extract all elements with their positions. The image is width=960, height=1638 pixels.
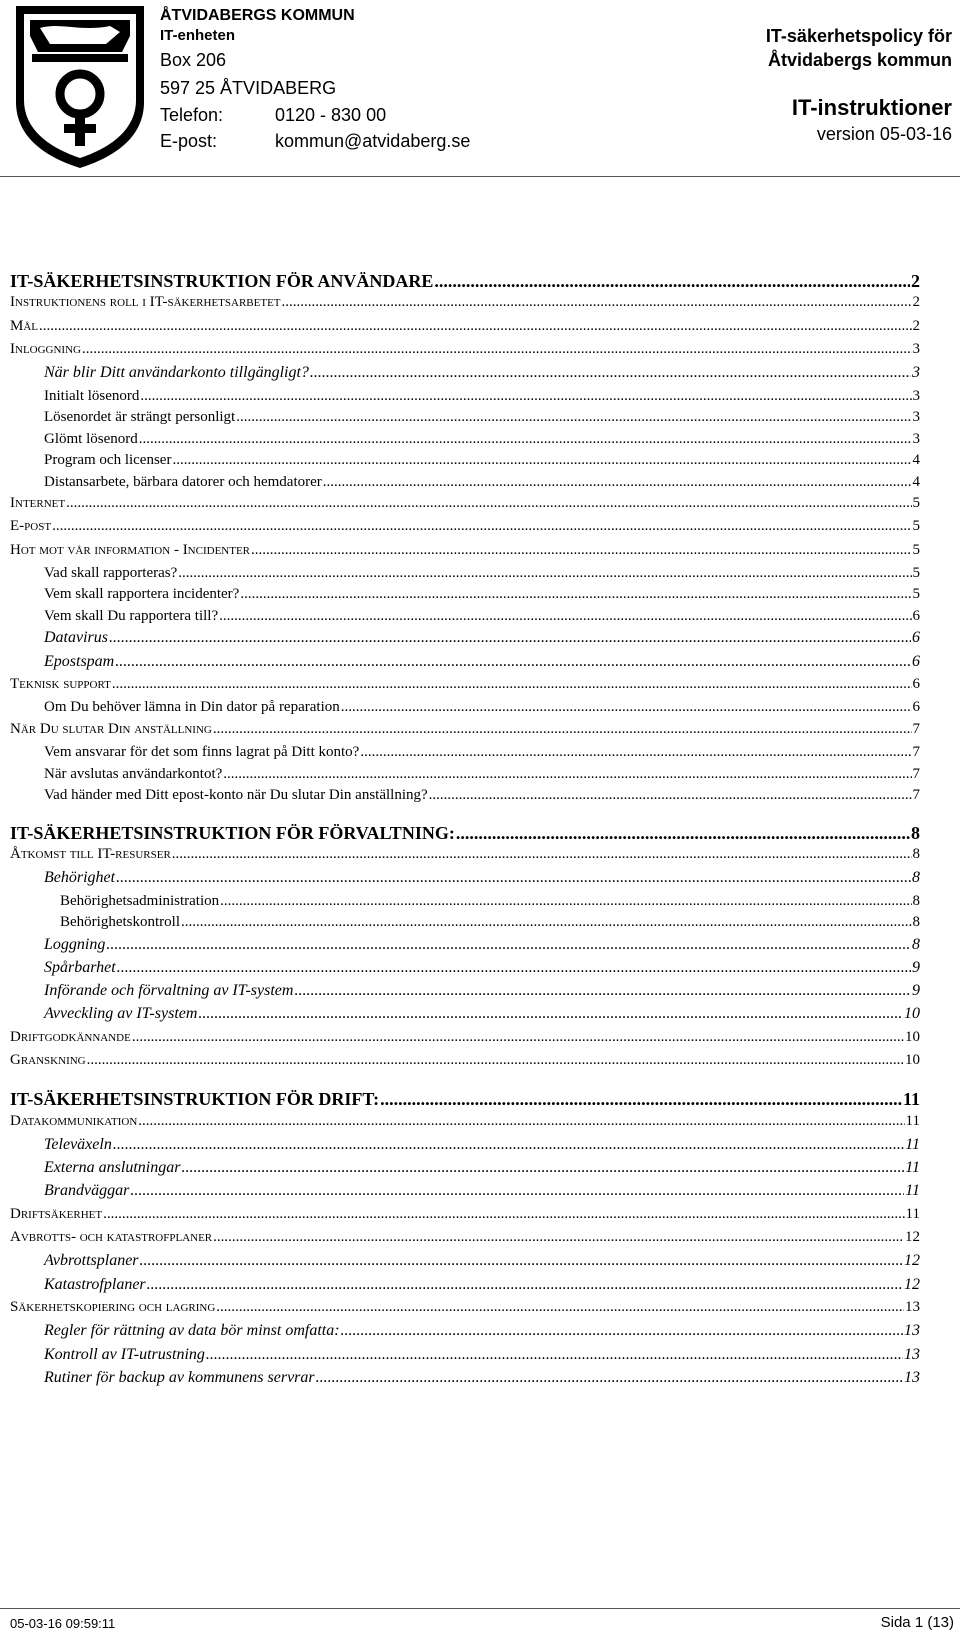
- toc-entry-title: Vem skall Du rapportera till?: [44, 608, 219, 624]
- toc-entry-page: 5: [912, 542, 920, 558]
- toc-dot-leader: [82, 341, 912, 358]
- toc-entry-page: 11: [902, 1089, 920, 1109]
- toc-entry-page: 13: [904, 1369, 920, 1386]
- toc-entry-title: IT-SÄKERHETSINSTRUKTION FÖR FÖRVALTNING:: [10, 823, 455, 843]
- toc-dot-leader: [198, 1005, 903, 1023]
- toc-entry-page: 4: [912, 452, 920, 468]
- toc-entry-title: Kontroll av IT-utrustning: [44, 1346, 205, 1363]
- toc-entry[interactable]: [10, 1052, 920, 1069]
- phone-row: [160, 102, 470, 128]
- toc-entry[interactable]: [10, 318, 920, 335]
- toc-dot-leader: [216, 1299, 904, 1316]
- toc-entry-title: Glömt lösenord: [44, 431, 138, 447]
- toc-entry-page: 2: [912, 294, 920, 310]
- toc-entry-page: 5: [912, 518, 920, 534]
- toc-entry-title: Televäxeln: [44, 1136, 112, 1153]
- department-name: IT-enheten: [160, 27, 236, 44]
- toc-entry-title: Spårbarhet: [44, 959, 116, 976]
- toc-dot-leader: [117, 959, 911, 977]
- toc-entry-title: Mål: [10, 318, 39, 334]
- toc-entry-title: Vem skall rapportera incidenter?: [44, 586, 240, 602]
- toc-entry[interactable]: [10, 474, 920, 491]
- document-title: IT-instruktioner: [791, 95, 952, 120]
- toc-entry[interactable]: [10, 1113, 920, 1130]
- toc-dot-leader: [172, 452, 911, 469]
- toc-dot-leader: [323, 474, 912, 491]
- toc-entry-page: 6: [912, 608, 920, 624]
- toc-entry-title: Regler för rättning av data bör minst omfatta:: [44, 1322, 340, 1339]
- toc-entry-page: 7: [912, 721, 920, 737]
- footer-page-number: Sida 1 (13): [880, 1614, 954, 1631]
- toc-entry-page: 5: [912, 565, 920, 581]
- email-row: [160, 128, 470, 154]
- toc-entry-page: 5: [912, 586, 920, 602]
- toc-entry[interactable]: [10, 893, 920, 910]
- postal-address: 597 25 ÅTVIDABERG: [160, 78, 337, 98]
- toc-entry-page: 9: [912, 959, 920, 976]
- email-address: kommun@atvidaberg.se: [275, 131, 471, 151]
- toc-entry[interactable]: [10, 936, 920, 954]
- toc-entry-title: Datakommunikation: [10, 1113, 138, 1129]
- toc-dot-leader: [106, 936, 911, 954]
- toc-dot-leader: [109, 629, 911, 647]
- toc-entry[interactable]: [10, 341, 920, 358]
- toc-entry-page: 12: [905, 1229, 920, 1245]
- toc-entry[interactable]: [10, 608, 920, 625]
- toc-dot-leader: [116, 869, 911, 887]
- toc-entry-page: 11: [905, 1206, 920, 1222]
- toc-dot-leader: [251, 542, 911, 559]
- toc-dot-leader: [219, 608, 911, 625]
- toc-entry-title: Säkerhetskopiering och lagring: [10, 1299, 216, 1315]
- toc-entry-title: Granskning: [10, 1052, 86, 1068]
- toc-entry[interactable]: [10, 1276, 920, 1294]
- toc-dot-leader: [220, 893, 911, 910]
- toc-entry[interactable]: [10, 1029, 920, 1046]
- toc-entry[interactable]: [10, 565, 920, 582]
- toc-entry-title: Datavirus: [44, 629, 108, 646]
- toc-entry[interactable]: [10, 959, 920, 977]
- toc-entry[interactable]: [10, 766, 920, 783]
- footer-timestamp: 05-03-16 09:59:11: [10, 1616, 116, 1631]
- toc-dot-leader: [341, 699, 912, 716]
- toc-entry-title: Initialt lösenord: [44, 388, 140, 404]
- toc-entry-title: Avbrottsplaner: [44, 1252, 139, 1269]
- toc-dot-leader: [360, 744, 911, 761]
- toc-entry[interactable]: [10, 1346, 920, 1364]
- toc-dot-leader: [112, 676, 912, 693]
- toc-dot-leader: [87, 1052, 904, 1069]
- toc-entry-page: 3: [912, 388, 920, 404]
- toc-entry-title: Brandväggar: [44, 1182, 130, 1199]
- toc-entry[interactable]: [10, 1299, 920, 1316]
- toc-entry[interactable]: [10, 1252, 920, 1270]
- toc-dot-leader: [341, 1322, 903, 1340]
- toc-entry-page: 8: [912, 893, 920, 909]
- toc-entry-page: 12: [904, 1252, 920, 1269]
- toc-entry-page: 4: [912, 474, 920, 490]
- toc-entry-title: Inloggning: [10, 341, 81, 357]
- toc-entry[interactable]: [10, 846, 920, 863]
- toc-entry-page: 7: [912, 744, 920, 760]
- toc-entry-page: 13: [905, 1299, 920, 1315]
- toc-entry-page: 2: [912, 318, 920, 334]
- toc-dot-leader: [316, 1369, 903, 1387]
- toc-entry[interactable]: [10, 1182, 920, 1200]
- policy-title-line-1: IT-säkerhetspolicy för: [765, 26, 952, 46]
- toc-entry-title: När blir Ditt användarkonto tillgängligt?: [44, 364, 309, 381]
- toc-entry-page: 3: [912, 409, 920, 425]
- toc-entry[interactable]: [10, 1005, 920, 1023]
- toc-entry-page: 8: [912, 936, 920, 953]
- toc-entry-title: Åtkomst till IT-resurser: [10, 846, 171, 862]
- toc-entry-title: Instruktionens roll i IT-säkerhetsarbetet: [10, 294, 281, 310]
- toc-entry-title: Behörighetsadministration: [60, 893, 220, 909]
- toc-entry-page: 13: [904, 1346, 920, 1363]
- toc-entry-title: Behörighet: [44, 869, 116, 886]
- toc-entry[interactable]: [10, 914, 920, 931]
- coat-of-arms-logo: [10, 2, 150, 170]
- toc-dot-leader: [147, 1276, 903, 1294]
- toc-entry-title: Avveckling av IT-system: [44, 1005, 198, 1022]
- toc-entry-title: När Du slutar Din anställning: [10, 721, 212, 737]
- toc-entry-title: E-post: [10, 518, 52, 534]
- toc-entry-page: 8: [912, 914, 920, 930]
- toc-entry-title: Program och licenser: [44, 452, 172, 468]
- toc-entry-title: Avbrotts- och katastrofplaner: [10, 1229, 213, 1245]
- toc-entry[interactable]: [10, 629, 920, 647]
- toc-dot-leader: [172, 846, 912, 863]
- toc-entry-page: 13: [904, 1322, 920, 1339]
- toc-entry-title: Lösenordet är strängt personligt: [44, 409, 236, 425]
- toc-entry-title: Externa anslutningar: [44, 1159, 181, 1176]
- toc-entry[interactable]: [10, 518, 920, 535]
- toc-dot-leader: [140, 388, 911, 405]
- toc-dot-leader: [282, 294, 912, 311]
- toc-entry-page: 3: [912, 341, 920, 357]
- toc-entry-page: 7: [912, 787, 920, 803]
- email-label: E-post:: [160, 131, 218, 151]
- toc-entry-title: Katastrofplaner: [44, 1276, 146, 1293]
- toc-entry[interactable]: [10, 1229, 920, 1246]
- phone-number: 0120 - 830 00: [275, 105, 387, 125]
- toc-entry-page: 3: [912, 364, 920, 381]
- toc-entry[interactable]: [10, 744, 920, 761]
- toc-dot-leader: [139, 431, 912, 448]
- toc-entry-title: IT-SÄKERHETSINSTRUKTION FÖR DRIFT:: [10, 1089, 380, 1109]
- header-divider: [0, 176, 960, 177]
- toc-entry-page: 10: [905, 1029, 920, 1045]
- toc-entry-page: 11: [905, 1113, 920, 1129]
- toc-entry-page: 3: [912, 431, 920, 447]
- toc-entry-title: Rutiner för backup av kommunens servrar: [44, 1369, 315, 1386]
- toc-entry-page: 6: [912, 629, 920, 646]
- toc-entry[interactable]: [10, 452, 920, 469]
- toc-dot-leader: [103, 1206, 904, 1223]
- toc-entry[interactable]: [10, 982, 920, 1000]
- toc-entry-page: 5: [912, 495, 920, 511]
- toc-entry-title: Driftsäkerhet: [10, 1206, 103, 1222]
- toc-entry-page: 10: [905, 1052, 920, 1068]
- toc-entry[interactable]: [10, 869, 920, 887]
- toc-dot-leader: [294, 982, 911, 1000]
- toc-entry-title: Epostspam: [44, 653, 115, 670]
- toc-entry-title: Vad händer med Ditt epost-konto när Du slutar Din anställning?: [44, 787, 428, 803]
- organization-name: ÅTVIDABERGS KOMMUN: [160, 7, 355, 24]
- policy-title-line-2: Åtvidabergs kommun: [767, 50, 952, 70]
- toc-entry[interactable]: [10, 699, 920, 716]
- toc-dot-leader: [138, 1113, 904, 1130]
- toc-entry-title: Internet: [10, 495, 66, 511]
- toc-entry[interactable]: [10, 721, 920, 738]
- toc-dot-leader: [178, 565, 911, 582]
- toc-entry-title: Vad skall rapporteras?: [44, 565, 178, 581]
- toc-dot-leader: [130, 1182, 904, 1200]
- toc-dot-leader: [213, 721, 912, 738]
- toc-entry[interactable]: [10, 787, 920, 804]
- toc-dot-leader: [380, 1089, 902, 1110]
- toc-dot-leader: [456, 823, 910, 844]
- toc-entry[interactable]: [10, 1136, 920, 1154]
- toc-dot-leader: [213, 1229, 904, 1246]
- toc-dot-leader: [310, 364, 911, 382]
- toc-entry-title: Hot mot vår information - Incidenter: [10, 542, 251, 558]
- toc-dot-leader: [132, 1029, 904, 1046]
- toc-dot-leader: [115, 653, 911, 671]
- toc-dot-leader: [66, 495, 911, 512]
- toc-entry[interactable]: [10, 586, 920, 603]
- toc-entry-page: 8: [911, 823, 920, 843]
- toc-entry[interactable]: [10, 271, 920, 292]
- toc-dot-leader: [240, 586, 911, 603]
- toc-entry[interactable]: [10, 431, 920, 448]
- toc-entry[interactable]: [10, 542, 920, 559]
- toc-entry[interactable]: [10, 1089, 920, 1110]
- toc-dot-leader: [140, 1252, 903, 1270]
- toc-dot-leader: [236, 409, 911, 426]
- toc-entry[interactable]: [10, 364, 920, 382]
- document-version: version 05-03-16: [816, 124, 952, 144]
- toc-entry-title: IT-SÄKERHETSINSTRUKTION FÖR ANVÄNDARE: [10, 271, 434, 291]
- toc-entry-page: 2: [911, 271, 920, 291]
- toc-entry-page: 8: [912, 846, 920, 862]
- toc-entry-title: Införande och förvaltning av IT-system: [44, 982, 294, 999]
- toc-entry-title: Driftgodkännande: [10, 1029, 131, 1045]
- document-title-block: [766, 24, 952, 146]
- toc-entry-title: Om Du behöver lämna in Din dator på reparation: [44, 699, 340, 715]
- toc-dot-leader: [113, 1136, 904, 1154]
- toc-entry[interactable]: [10, 409, 920, 426]
- toc-entry-page: 9: [912, 982, 920, 999]
- toc-entry-page: 10: [904, 1005, 920, 1022]
- postal-box: Box 206: [160, 50, 227, 70]
- phone-label: Telefon:: [160, 105, 224, 125]
- toc-entry-title: Vem ansvarar för det som finns lagrat på Ditt konto?: [44, 744, 360, 760]
- toc-entry-title: Behörighetskontroll: [60, 914, 180, 930]
- toc-entry-page: 6: [912, 699, 920, 715]
- toc-entry[interactable]: [10, 294, 920, 311]
- toc-entry[interactable]: [10, 676, 920, 693]
- toc-entry-page: 11: [905, 1182, 920, 1199]
- toc-entry-page: 11: [905, 1159, 920, 1176]
- toc-dot-leader: [206, 1346, 903, 1364]
- toc-entry-page: 8: [912, 869, 920, 886]
- toc-dot-leader: [181, 914, 912, 931]
- toc-entry-page: 6: [912, 653, 920, 670]
- sender-block: [160, 6, 470, 154]
- toc-entry-page: 7: [912, 766, 920, 782]
- toc-entry[interactable]: [10, 1206, 920, 1223]
- toc-entry[interactable]: [10, 653, 920, 671]
- toc-dot-leader: [434, 271, 910, 292]
- toc-entry-title: När avslutas användarkontot?: [44, 766, 223, 782]
- toc-entry-title: Loggning: [44, 936, 106, 953]
- toc-entry[interactable]: [10, 1159, 920, 1177]
- toc-entry[interactable]: [10, 1369, 920, 1387]
- toc-entry-page: 11: [905, 1136, 920, 1153]
- toc-dot-leader: [223, 766, 911, 783]
- toc-dot-leader: [39, 318, 911, 335]
- toc-entry[interactable]: [10, 823, 920, 844]
- toc-entry[interactable]: [10, 1322, 920, 1340]
- footer-divider: [0, 1608, 960, 1609]
- toc-dot-leader: [52, 518, 911, 535]
- toc-dot-leader: [429, 787, 912, 804]
- toc-entry-page: 12: [904, 1276, 920, 1293]
- toc-entry-title: Teknisk support: [10, 676, 111, 692]
- toc-entry[interactable]: [10, 388, 920, 405]
- toc-dot-leader: [181, 1159, 904, 1177]
- toc-entry-page: 6: [912, 676, 920, 692]
- toc-entry-title: Distansarbete, bärbara datorer och hemdatorer: [44, 474, 322, 490]
- toc-entry[interactable]: [10, 495, 920, 512]
